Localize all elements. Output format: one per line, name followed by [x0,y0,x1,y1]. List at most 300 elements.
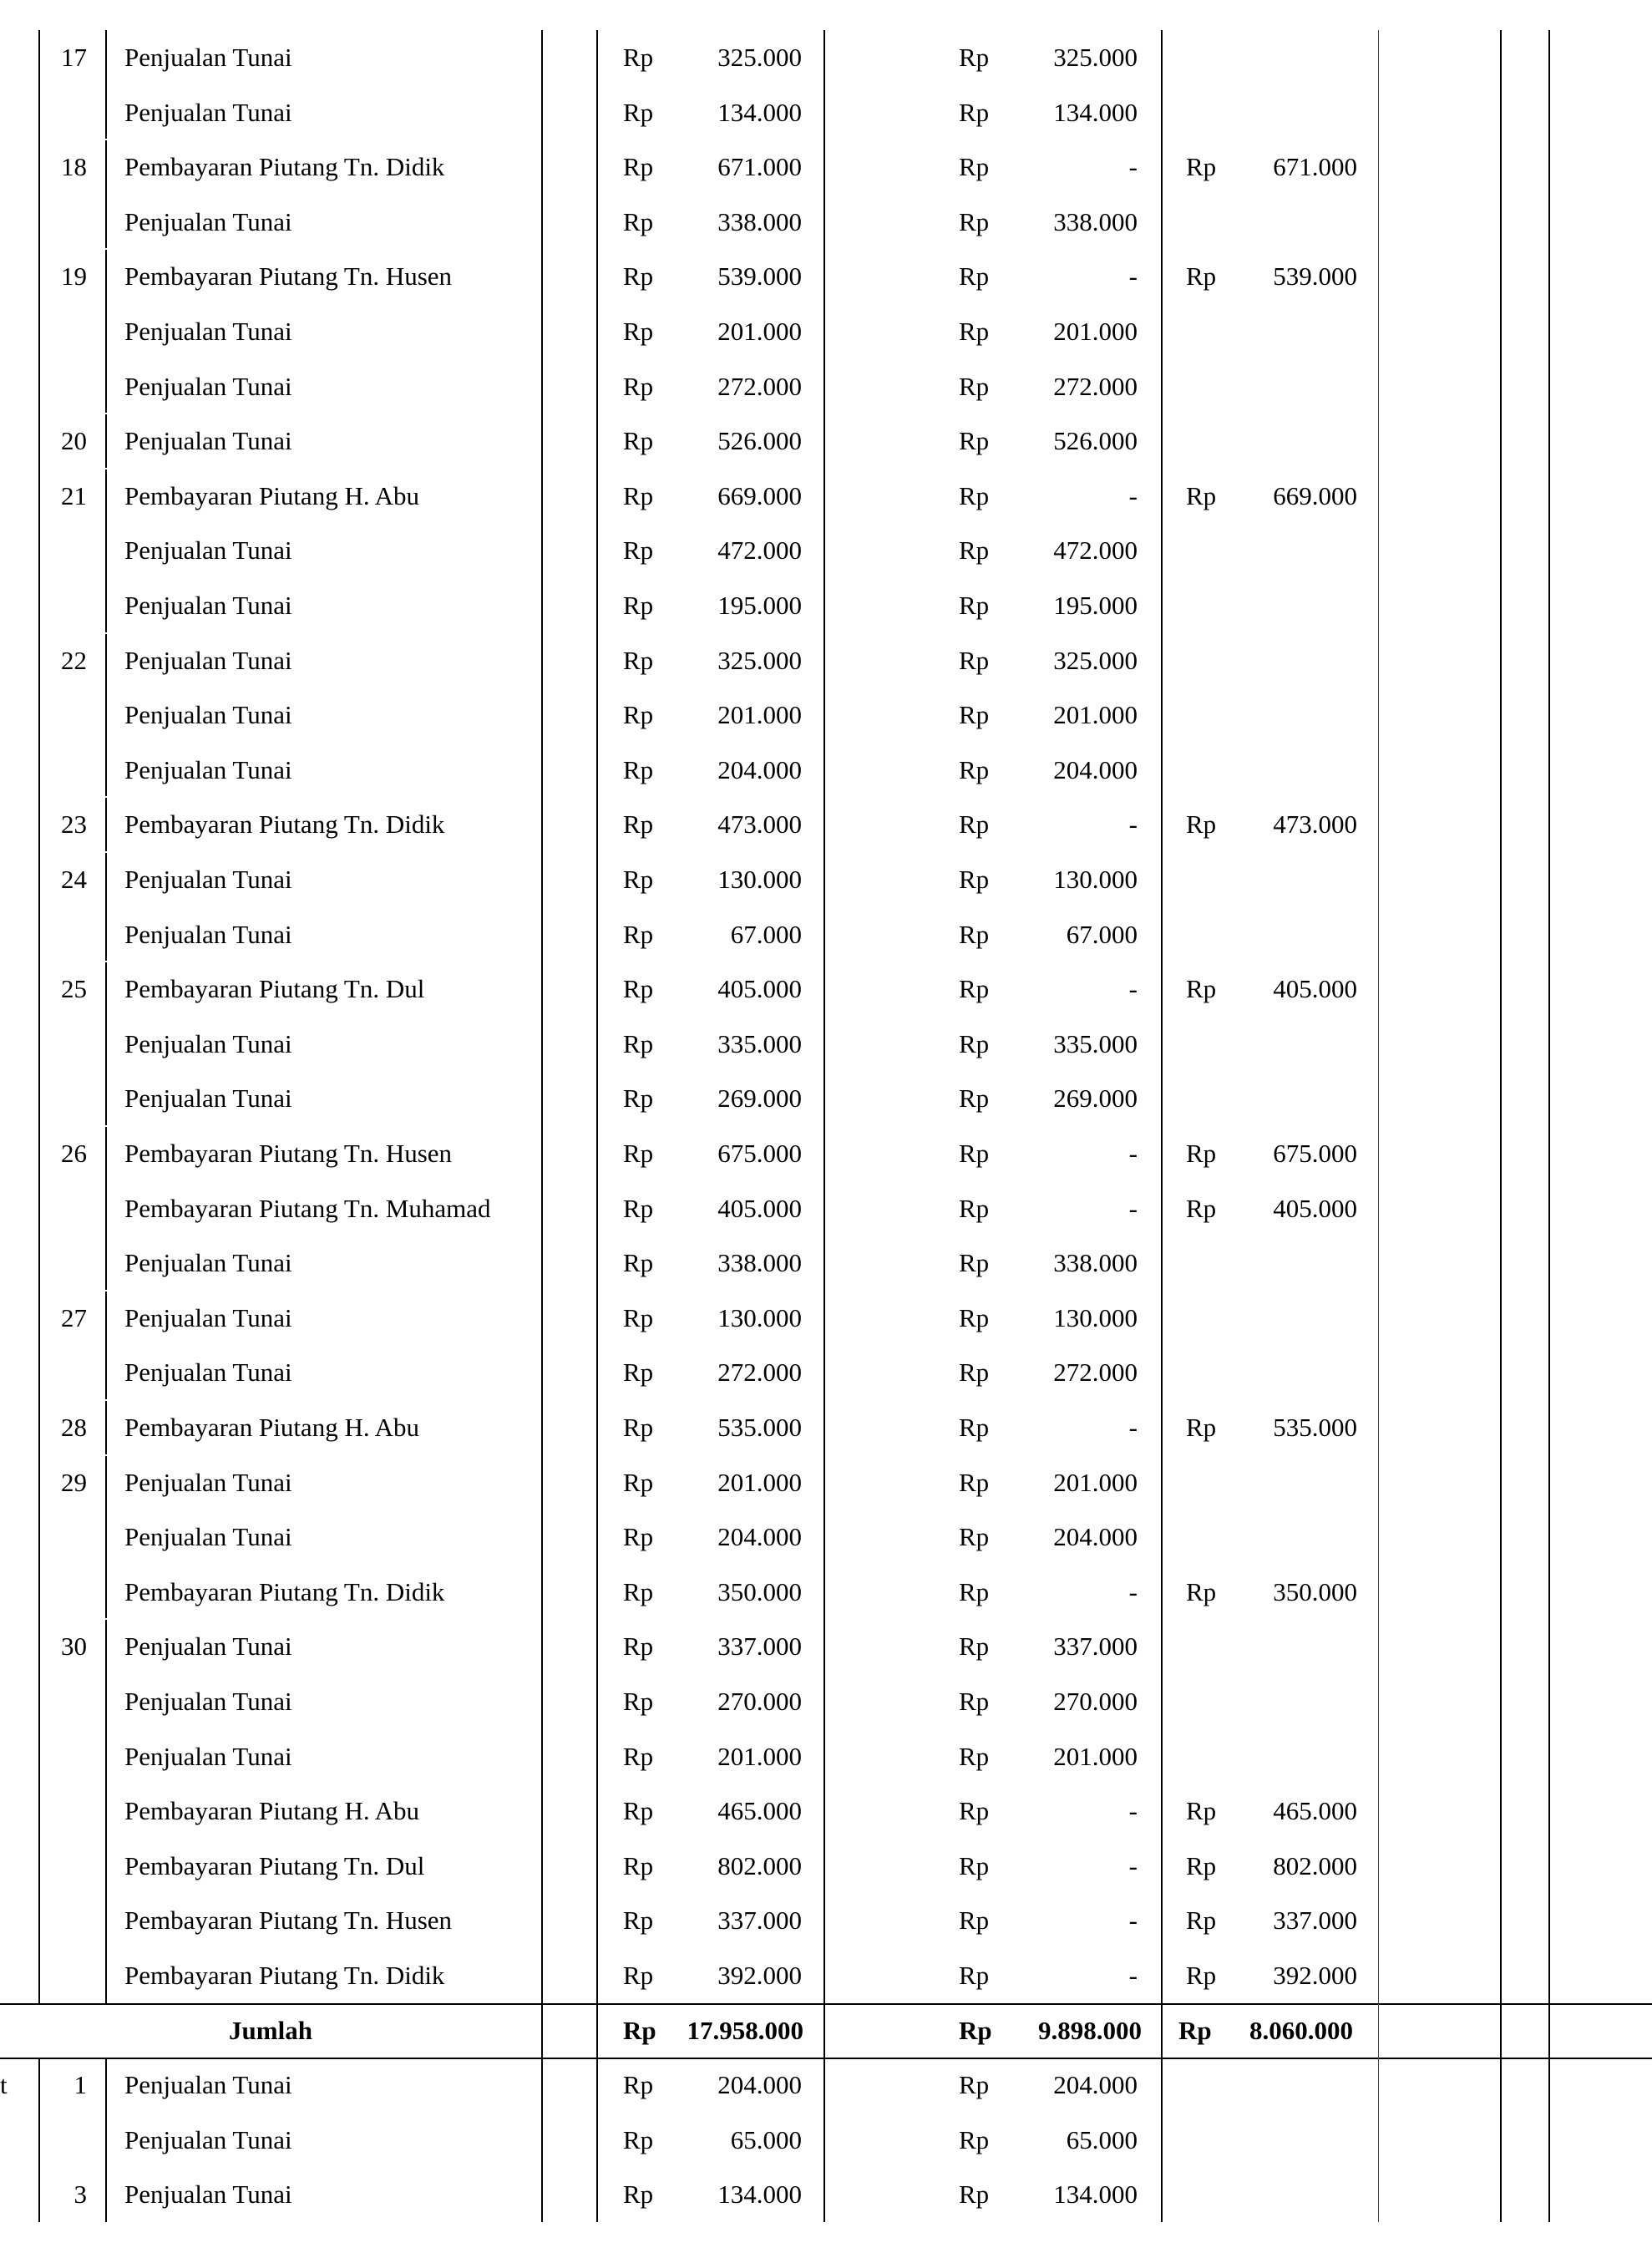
description-cell: Penjualan Tunai [124,919,292,949]
currency-label: Rp [1186,1850,1217,1880]
receivable-cell: 465.000 [1273,1796,1357,1826]
cash-sales-cell: 201.000 [1053,700,1138,730]
currency-label: Rp [959,1302,990,1332]
receivable-cell: 539.000 [1273,261,1357,292]
journal-row [0,1565,1652,1620]
row-segment-gap [100,1125,110,1127]
description-cell: Penjualan Tunai [124,1741,292,1771]
row-segment-gap [100,139,110,140]
journal-row [0,1455,1652,1510]
amount-cell: 195.000 [717,591,802,620]
cash-sales-cell: 130.000 [1053,1302,1138,1332]
amount-cell: 201.000 [717,1467,802,1497]
journal-row [0,1839,1652,1894]
currency-label: Rp [623,865,654,894]
journal-row [0,1674,1652,1729]
journal-row [0,414,1652,469]
journal-row [0,1510,1652,1565]
cash-sales-cell: - [1128,1413,1138,1442]
currency-label: Rp [623,1139,654,1168]
description-cell: Penjualan Tunai [124,1028,292,1058]
amount-cell: 204.000 [717,2070,802,2100]
cash-sales-cell: - [1128,1193,1138,1223]
journal-row [0,1729,1652,1784]
currency-label: Rp [623,591,654,620]
currency-label: Rp [1186,974,1217,1004]
description-cell: Penjualan Tunai [124,371,292,401]
currency-label: Rp [959,480,990,510]
currency-label: Rp [623,974,654,1004]
description-cell: Pembayaran Piutang Tn. Dul [124,1850,425,1880]
amount-cell: 465.000 [717,1796,802,1826]
cash-sales-cell: 201.000 [1053,1741,1138,1771]
currency-label: Rp [623,919,654,949]
currency-label: Rp [1186,809,1217,840]
amount-cell: 392.000 [717,1961,802,1990]
description-cell: Penjualan Tunai [124,754,292,784]
journal-row [0,523,1652,578]
date-cell: 22 [61,645,87,675]
date-cell: 1 [73,2070,87,2100]
journal-row [0,1784,1652,1839]
description-cell: Penjualan Tunai [124,645,292,675]
date-cell: 30 [61,1631,87,1662]
description-cell: Pembayaran Piutang Tn. Husen [124,1139,453,1168]
journal-row [0,1400,1652,1455]
description-cell: Penjualan Tunai [124,1083,292,1114]
column-divider [38,2058,40,2222]
amount-cell: 204.000 [717,754,802,784]
row-segment-gap [100,468,110,469]
currency-label: Rp [623,535,654,566]
total-bottom-rule [0,2058,1652,2059]
receivable-cell: 802.000 [1273,1850,1357,1880]
currency-label: Rp [623,2070,654,2100]
amount-cell: 272.000 [717,371,802,401]
currency-label: Rp [623,1083,654,1114]
cash-sales-cell: 337.000 [1053,1631,1138,1662]
currency-label: Rp [623,426,654,456]
cash-sales-cell: - [1128,974,1138,1004]
journal-row [0,140,1652,195]
receivable-cell: 350.000 [1273,1576,1357,1606]
column-divider [38,30,40,2003]
receivable-cell: 675.000 [1273,1139,1357,1168]
cash-receipts-journal [0,30,1652,2219]
description-cell: Penjualan Tunai [124,865,292,894]
currency-label: Rp [959,2124,990,2154]
amount-cell: 669.000 [717,480,802,510]
currency-label: Rp [959,1905,990,1936]
description-cell: Penjualan Tunai [124,1467,292,1497]
receivable-cell: 392.000 [1273,1961,1357,1990]
amount-cell: 350.000 [717,1576,802,1606]
journal-row [0,1181,1652,1236]
date-cell: 24 [61,865,87,894]
currency-label: Rp [623,1028,654,1058]
cash-sales-cell: 204.000 [1053,1522,1138,1552]
currency-label: Rp [623,371,654,401]
currency-label: Rp [959,1083,990,1114]
currency-label: Rp [623,754,654,784]
date-cell: 17 [61,43,87,72]
description-cell: Penjualan Tunai [124,1522,292,1552]
date-cell: 29 [61,1467,87,1497]
currency-label: Rp [959,700,990,730]
currency-label: Rp [623,1357,654,1388]
description-cell: Pembayaran Piutang Tn. Didik [124,1961,445,1990]
currency-label: Rp [623,480,654,510]
cash-sales-cell: 201.000 [1053,1467,1138,1497]
cash-sales-cell: - [1128,152,1138,182]
currency-label: Rp [623,1467,654,1497]
currency-label: Rp [1186,1796,1217,1826]
currency-label: Rp [959,43,990,72]
journal-row [0,1893,1652,1948]
cash-sales-cell: 338.000 [1053,206,1138,236]
journal-row [0,1126,1652,1181]
journal-row [0,1345,1652,1400]
currency-label: Rp [1186,1905,1217,1936]
journal-row [0,743,1652,798]
receivable-cell: 473.000 [1273,809,1357,840]
description-cell: Pembayaran Piutang Tn. Dul [124,974,425,1004]
cash-sales-cell: - [1128,261,1138,292]
currency-label: Rp [959,919,990,949]
currency-label: Rp [1186,152,1217,182]
date-cell: 3 [73,2179,87,2210]
column-divider [105,30,107,2003]
cash-sales-cell: 134.000 [1053,2179,1138,2210]
description-cell: Penjualan Tunai [124,2179,292,2210]
currency-label: Rp [623,1248,654,1278]
receivable-cell: 535.000 [1273,1413,1357,1442]
cash-sales-cell: 338.000 [1053,1248,1138,1278]
currency-label: Rp [959,1961,990,1990]
currency-label: Rp [623,1905,654,1936]
month-label-fragment: t [0,2070,8,2100]
journal-row [0,633,1652,688]
currency-label: Rp [623,700,654,730]
description-cell: Pembayaran Piutang H. Abu [124,1413,420,1442]
journal-row [0,962,1652,1017]
cash-sales-cell: 204.000 [1053,754,1138,784]
row-segment-gap [100,1454,110,1456]
currency-label: Rp [623,809,654,840]
currency-label: Rp [1186,1193,1217,1223]
currency-label: Rp [959,371,990,401]
amount-cell: 134.000 [717,2179,802,2210]
receivable-cell: 671.000 [1273,152,1357,182]
currency-label: Rp [959,974,990,1004]
amount-cell: 130.000 [717,865,802,894]
date-cell: 21 [61,480,87,510]
description-cell: Pembayaran Piutang H. Abu [124,480,420,510]
cash-sales-cell: 526.000 [1053,426,1138,456]
amount-cell: 535.000 [717,1413,802,1442]
column-divider [1500,30,1502,2222]
row-segment-gap [100,1618,110,1620]
amount-cell: 204.000 [717,1522,802,1552]
date-cell: 25 [61,974,87,1004]
amount-cell: 472.000 [717,535,802,566]
date-cell: 28 [61,1413,87,1442]
cash-sales-cell: 195.000 [1053,591,1138,620]
currency-label: Rp [959,591,990,620]
receivable-cell: 669.000 [1273,480,1357,510]
currency-label: Rp [959,2179,990,2210]
cash-sales-cell: 65.000 [1066,2124,1138,2154]
amount-cell: 134.000 [717,97,802,127]
amount-cell: 201.000 [717,317,802,346]
journal-row [0,852,1652,907]
amount-cell: 335.000 [717,1028,802,1058]
description-cell: Pembayaran Piutang Tn. Didik [124,1576,445,1606]
currency-label: Rp [959,97,990,127]
currency-label: Rp [623,152,654,182]
cash-sales-cell: - [1128,1905,1138,1936]
currency-label: Rp [959,1631,990,1662]
description-cell: Penjualan Tunai [124,43,292,72]
date-cell: 20 [61,426,87,456]
currency-label: Rp [1186,1413,1217,1442]
description-cell: Pembayaran Piutang Tn. Husen [124,261,453,292]
description-cell: Penjualan Tunai [124,426,292,456]
total-cash-sales: 9.898.000 [1038,2015,1142,2045]
description-cell: Pembayaran Piutang Tn. Didik [124,152,445,182]
row-segment-gap [100,413,110,414]
currency-label: Rp [959,317,990,346]
cash-sales-cell: - [1128,1850,1138,1880]
journal-row [0,907,1652,962]
currency-label: Rp [1178,2015,1212,2045]
amount-cell: 338.000 [717,1248,802,1278]
currency-label: Rp [959,1576,990,1606]
journal-row [0,85,1652,140]
total-top-rule [0,2003,1652,2005]
currency-label: Rp [623,1302,654,1332]
currency-label: Rp [959,1139,990,1168]
cash-sales-cell: 335.000 [1053,1028,1138,1058]
description-cell: Penjualan Tunai [124,97,292,127]
description-cell: Pembayaran Piutang Tn. Didik [124,809,445,840]
description-cell: Pembayaran Piutang H. Abu [124,1796,420,1826]
amount-cell: 325.000 [717,645,802,675]
amount-cell: 337.000 [717,1905,802,1936]
currency-label: Rp [623,1522,654,1552]
description-cell: Penjualan Tunai [124,1631,292,1662]
row-segment-gap [100,1399,110,1401]
total-receivable: 8.060.000 [1249,2015,1353,2045]
description-cell: Penjualan Tunai [124,591,292,620]
amount-cell: 201.000 [717,1741,802,1771]
total-label: Jumlah [229,2015,312,2045]
amount-cell: 270.000 [717,1687,802,1716]
total-row [0,2003,1652,2058]
column-divider [1378,30,1379,2222]
description-cell: Penjualan Tunai [124,2070,292,2100]
amount-cell: 337.000 [717,1631,802,1662]
journal-row [0,1017,1652,1072]
journal-row [0,1291,1652,1346]
currency-label: Rp [959,1850,990,1880]
currency-label: Rp [959,1687,990,1716]
date-cell: 19 [61,261,87,292]
date-cell: 23 [61,809,87,840]
currency-label: Rp [959,645,990,675]
column-divider [1161,30,1163,2222]
amount-cell: 130.000 [717,1302,802,1332]
column-divider [823,30,825,2222]
currency-label: Rp [623,2124,654,2154]
currency-label: Rp [959,809,990,840]
currency-label: Rp [623,1850,654,1880]
currency-label: Rp [623,1961,654,1990]
currency-label: Rp [959,1028,990,1058]
description-cell: Penjualan Tunai [124,2124,292,2154]
next-month-row [0,2058,1652,2113]
row-segment-gap [100,1290,110,1291]
amount-cell: 65.000 [730,2124,802,2154]
receivable-cell: 405.000 [1273,1193,1357,1223]
currency-label: Rp [959,754,990,784]
description-cell: Penjualan Tunai [124,1302,292,1332]
date-cell: 27 [61,1302,87,1332]
description-cell: Penjualan Tunai [124,1248,292,1278]
currency-label: Rp [959,1357,990,1388]
cash-sales-cell: 269.000 [1053,1083,1138,1114]
cash-sales-cell: 325.000 [1053,43,1138,72]
journal-row [0,249,1652,304]
currency-label: Rp [1186,480,1217,510]
journal-row [0,304,1652,359]
currency-label: Rp [959,1413,990,1442]
cash-sales-cell: 272.000 [1053,371,1138,401]
currency-label: Rp [623,317,654,346]
cash-sales-cell: - [1128,1139,1138,1168]
amount-cell: 325.000 [717,43,802,72]
cash-sales-cell: - [1128,1961,1138,1990]
currency-label: Rp [959,152,990,182]
amount-cell: 67.000 [730,919,802,949]
amount-cell: 473.000 [717,809,802,840]
cash-sales-cell: 130.000 [1053,865,1138,894]
journal-row [0,1071,1652,1126]
description-cell: Penjualan Tunai [124,535,292,566]
date-cell: 18 [61,152,87,182]
currency-label: Rp [623,1631,654,1662]
currency-label: Rp [1186,1961,1217,1990]
row-segment-gap [100,632,110,634]
currency-label: Rp [959,535,990,566]
cash-sales-cell: 472.000 [1053,535,1138,566]
currency-label: Rp [623,1193,654,1223]
description-cell: Penjualan Tunai [124,1687,292,1716]
journal-row [0,578,1652,633]
currency-label: Rp [623,1796,654,1826]
column-divider [541,30,543,2222]
description-cell: Penjualan Tunai [124,317,292,346]
currency-label: Rp [959,206,990,236]
amount-cell: 675.000 [717,1139,802,1168]
currency-label: Rp [623,645,654,675]
row-segment-gap [100,796,110,798]
row-segment-gap [100,851,110,853]
cash-sales-cell: - [1128,480,1138,510]
next-month-row [0,2167,1652,2222]
currency-label: Rp [959,1193,990,1223]
currency-label: Rp [959,1741,990,1771]
currency-label: Rp [623,2179,654,2210]
amount-cell: 338.000 [717,206,802,236]
date-cell: 26 [61,1139,87,1168]
journal-row [0,359,1652,414]
currency-label: Rp [959,1248,990,1278]
currency-label: Rp [623,1741,654,1771]
amount-cell: 272.000 [717,1357,802,1388]
currency-label: Rp [1186,1139,1217,1168]
cash-sales-cell: 134.000 [1053,97,1138,127]
currency-label: Rp [1186,1576,1217,1606]
currency-label: Rp [959,426,990,456]
cash-sales-cell: 67.000 [1066,919,1138,949]
currency-label: Rp [959,2015,992,2045]
amount-cell: 405.000 [717,1193,802,1223]
currency-label: Rp [959,1522,990,1552]
cash-sales-cell: 272.000 [1053,1357,1138,1388]
amount-cell: 405.000 [717,974,802,1004]
cash-sales-cell: 270.000 [1053,1687,1138,1716]
cash-sales-cell: 201.000 [1053,317,1138,346]
currency-label: Rp [623,206,654,236]
receivable-cell: 337.000 [1273,1905,1357,1936]
currency-label: Rp [623,43,654,72]
column-divider [105,2058,107,2222]
journal-row [0,195,1652,250]
currency-label: Rp [1186,261,1217,292]
column-divider [596,30,598,2222]
total-amount: 17.958.000 [687,2015,803,2045]
next-month-row [0,2113,1652,2168]
cash-sales-cell: - [1128,1576,1138,1606]
journal-row [0,469,1652,524]
description-cell: Penjualan Tunai [124,700,292,730]
description-cell: Penjualan Tunai [124,1357,292,1388]
amount-cell: 526.000 [717,426,802,456]
currency-label: Rp [959,261,990,292]
cash-sales-cell: - [1128,1796,1138,1826]
currency-label: Rp [623,261,654,292]
journal-row [0,1619,1652,1674]
journal-row [0,30,1652,85]
journal-row [0,688,1652,743]
journal-row [0,1236,1652,1291]
description-cell: Pembayaran Piutang Tn. Husen [124,1905,453,1936]
row-segment-gap [100,961,110,962]
currency-label: Rp [623,1576,654,1606]
description-cell: Pembayaran Piutang Tn. Muhamad [124,1193,491,1223]
amount-cell: 201.000 [717,700,802,730]
currency-label: Rp [623,1687,654,1716]
cash-sales-cell: 204.000 [1053,2070,1138,2100]
amount-cell: 671.000 [717,152,802,182]
currency-label: Rp [623,1413,654,1442]
currency-label: Rp [623,2015,656,2045]
currency-label: Rp [959,1467,990,1497]
currency-label: Rp [959,1796,990,1826]
journal-row [0,797,1652,852]
currency-label: Rp [959,2070,990,2100]
